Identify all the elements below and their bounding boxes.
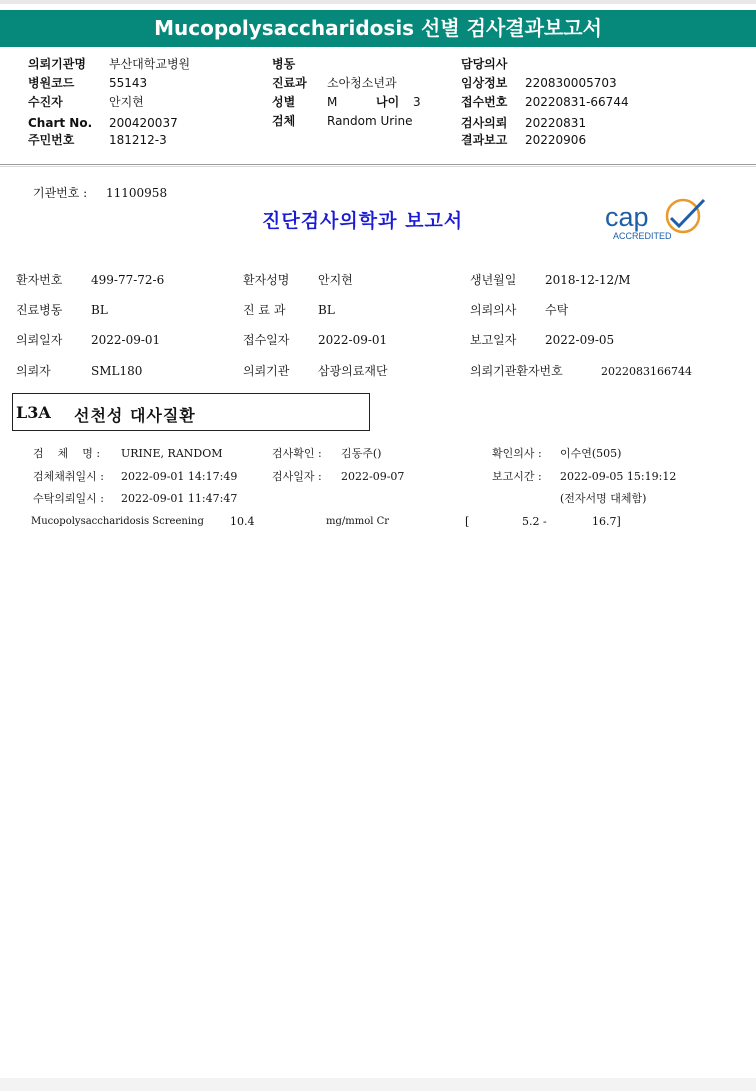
birth-label: 생년월일	[470, 273, 517, 287]
birth-value: 2018-12-12/M	[545, 273, 631, 287]
institution-no-label: 기관번호 :	[33, 186, 88, 200]
sex-value: M	[327, 95, 338, 109]
department-value: 소아청소년과	[327, 76, 397, 90]
receipt-no-value: 20220831-66744	[525, 95, 629, 109]
lab-report-title: 진단검사의학과 보고서	[262, 210, 464, 232]
report-title-bar: Mucopolysaccharidosis 선별 검사결과보고서	[0, 10, 756, 47]
requester-label: 의뢰자	[16, 364, 51, 378]
report-time-value: 2022-09-05 15:19:12	[560, 470, 677, 483]
resident-no-value: 181212-3	[109, 133, 167, 147]
req-date-value: 2022-09-01	[91, 333, 161, 347]
range-low: 5.2 -	[522, 515, 547, 528]
range-open-bracket: [	[465, 515, 470, 528]
hospital-code-value: 55143	[109, 76, 148, 90]
lab-dept-label: 진 료 과	[243, 303, 286, 317]
lab-dept-value: BL	[318, 303, 335, 317]
cap-accredited-logo	[604, 196, 708, 242]
requester-value: SML180	[91, 364, 143, 378]
section-name: 선천성 대사질환	[74, 406, 196, 425]
recv-date-label: 접수일자	[243, 333, 290, 347]
header-divider-shadow	[0, 166, 756, 167]
result-report-label: 결과보고	[461, 133, 508, 147]
resident-no-label: 주민번호	[28, 133, 75, 147]
confirm-doctor-value: 이수연(505)	[560, 447, 622, 460]
req-inst-patient-label: 의뢰기관환자번호	[470, 364, 563, 378]
result-unit: mg/mmol Cr	[326, 516, 390, 527]
referring-hospital-value: 부산대학교병원	[109, 57, 191, 71]
collect-time-value: 2022-09-01 14:17:49	[121, 470, 238, 483]
cap-accredited-text: ACCREDITED	[613, 231, 672, 241]
patient-name-label: 환자성명	[243, 273, 290, 287]
specimen-name-label: 검 체 명 :	[33, 447, 101, 460]
examinee-label: 수진자	[28, 95, 63, 109]
req-date-label: 의뢰일자	[16, 333, 63, 347]
specimen-value: Random Urine	[327, 114, 413, 128]
lab-ward-value: BL	[91, 303, 108, 317]
req-doctor-label: 의뢰의사	[470, 303, 517, 317]
age-label: 나이	[376, 95, 400, 109]
receipt-no-label: 접수번호	[461, 95, 508, 109]
test-date-value: 2022-09-07	[341, 470, 405, 483]
hospital-code-label: 병원코드	[28, 76, 75, 90]
result-report-value: 20220906	[525, 133, 587, 147]
report-time-label: 보고시간 :	[492, 470, 542, 483]
patient-name-value: 안지현	[318, 273, 353, 287]
specimen-name-value: URINE, RANDOM	[121, 447, 223, 460]
result-test-name: Mucopolysaccharidosis Screening	[31, 516, 204, 527]
specimen-label: 검체	[272, 114, 296, 128]
section-header-box	[12, 393, 370, 431]
confirm-doctor-label: 확인의사 :	[492, 447, 542, 460]
collect-time-label: 검체채취일시 :	[33, 470, 104, 483]
test-confirm-label: 검사확인 :	[272, 447, 322, 460]
report-date-value: 2022-09-05	[545, 333, 615, 347]
section-code: L3A	[16, 403, 51, 422]
cap-logo-text: cap	[605, 202, 649, 232]
chart-no-value: 200420037	[109, 116, 178, 130]
physician-label: 담당의사	[461, 57, 508, 71]
age-value: 3	[413, 95, 421, 109]
sex-label: 성별	[272, 95, 296, 109]
outsource-time-value: 2022-09-01 11:47:47	[121, 492, 238, 505]
lab-ward-label: 진료병동	[16, 303, 63, 317]
test-date-label: 검사일자 :	[272, 470, 322, 483]
test-request-value: 20220831	[525, 116, 587, 130]
req-doctor-value: 수탁	[545, 303, 569, 317]
header-divider	[0, 164, 756, 165]
test-request-label: 검사의뢰	[461, 116, 508, 130]
result-value: 10.4	[230, 515, 255, 528]
cap-ring-icon	[667, 200, 699, 232]
examinee-value: 안지현	[109, 95, 144, 109]
req-inst-label: 의뢰기관	[243, 364, 290, 378]
top-border	[0, 0, 756, 4]
patient-no-label: 환자번호	[16, 273, 63, 287]
chart-no-label: Chart No.	[28, 116, 93, 130]
recv-date-value: 2022-09-01	[318, 333, 388, 347]
req-inst-value: 삼광의료재단	[318, 364, 388, 378]
outsource-time-label: 수탁의뢰일시 :	[33, 492, 104, 505]
patient-no-value: 499-77-72-6	[91, 273, 165, 287]
req-inst-patient-value: 2022083166744	[601, 365, 692, 378]
report-date-label: 보고일자	[470, 333, 517, 347]
esign-note: (전자서명 대체함)	[560, 492, 647, 505]
institution-no-value: 11100958	[106, 186, 168, 200]
clinical-info-value: 220830005703	[525, 76, 617, 90]
clinical-info-label: 임상정보	[461, 76, 508, 90]
test-confirm-value: 김동주()	[341, 447, 382, 460]
referring-hospital-label: 의뢰기관명	[28, 57, 86, 71]
department-label: 진료과	[272, 76, 307, 90]
range-high: 16.7]	[592, 515, 621, 528]
ward-label: 병동	[272, 57, 296, 71]
